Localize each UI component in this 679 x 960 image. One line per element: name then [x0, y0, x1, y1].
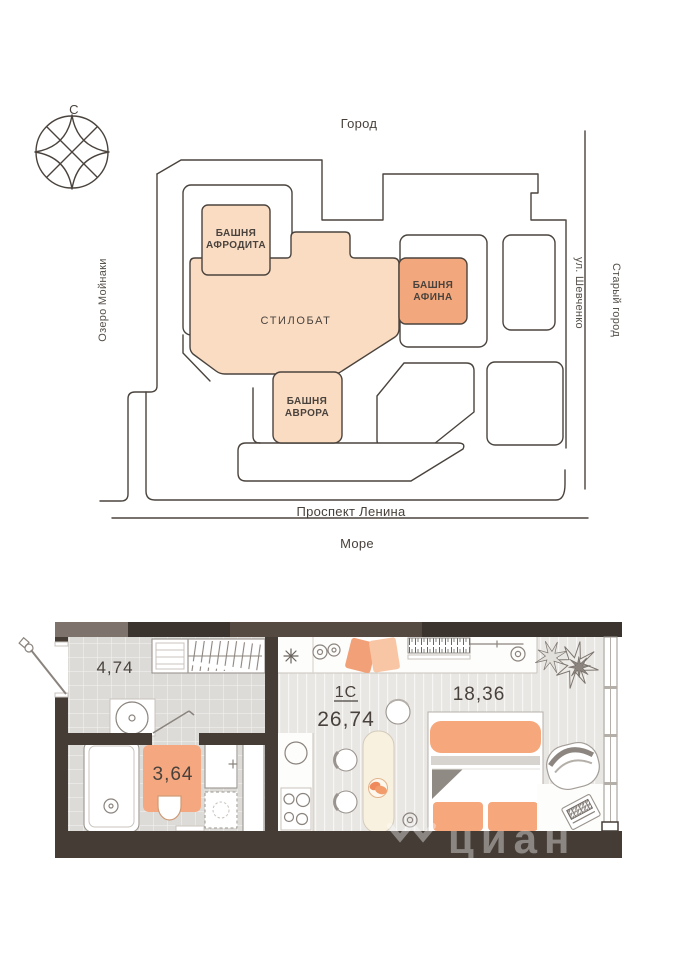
bathroom-door-threshold	[152, 733, 199, 745]
bathroom-vent	[176, 826, 204, 831]
bathroom-door-panel	[205, 741, 237, 788]
bathtub	[84, 741, 139, 832]
watermark-text: циан	[448, 815, 577, 862]
area-label-hallway: 4,74	[96, 658, 134, 677]
map-label-sea: Море	[340, 536, 374, 551]
hall-wardrobe	[152, 639, 265, 673]
tower-aurora-label-line2: АВРОРА	[284, 408, 330, 419]
tower-athena-label	[413, 280, 454, 303]
closet-hatched	[408, 638, 470, 659]
wall-bathroom-1	[68, 733, 152, 745]
wall-inner	[265, 637, 278, 833]
wall-top	[55, 622, 128, 637]
bathroom-cabinet	[243, 740, 264, 832]
desk-chair	[386, 700, 410, 724]
bed-pillow	[430, 721, 541, 753]
tower-aurora-label-line1: БАШНЯ	[286, 396, 328, 407]
bar-table	[363, 731, 394, 833]
window	[602, 637, 618, 831]
washing-machine	[110, 699, 155, 736]
shower-tray	[205, 792, 237, 828]
map-label-lake: Озеро Мойнаки	[97, 258, 109, 342]
tower-aurora-label	[285, 396, 329, 419]
bar-chair-2	[335, 791, 357, 813]
wall-left	[55, 694, 68, 833]
kitchen-counter	[278, 637, 537, 674]
map-label-city: Город	[340, 116, 378, 131]
area-label-bathroom: 3,64	[152, 764, 194, 785]
stylobate-label: СТИЛОБАТ	[260, 315, 332, 327]
unit-type-label: 1С	[334, 684, 358, 701]
map-label-old-town: Старый город	[610, 262, 622, 338]
stove-icon	[281, 788, 311, 830]
tower-aphrodite-label-line1: БАШНЯ	[215, 228, 257, 239]
wall-bathroom-2	[199, 733, 265, 745]
tower-aphrodite-label-line2: АФРОДИТА	[206, 240, 266, 251]
floor-plan	[19, 622, 622, 862]
compass-north-icon	[35, 102, 109, 189]
site-map	[35, 102, 622, 551]
total-area-label: 26,74	[317, 708, 375, 731]
tower-athena-label-line2: АФИНА	[413, 292, 453, 303]
compass-north-label: С	[69, 102, 79, 117]
bar-chair-1	[335, 749, 357, 771]
map-label-lenin-avenue: Проспект Ленина	[296, 504, 406, 519]
tower-athena-label-line1: БАШНЯ	[412, 280, 454, 291]
kitchen-column	[278, 733, 313, 832]
fridge-icon	[284, 649, 298, 663]
map-label-shevchenko-street: ул. Шевченко	[573, 257, 585, 329]
entry-door	[19, 638, 68, 697]
toilet-icon	[158, 796, 181, 820]
area-label-living: 18,36	[452, 684, 506, 705]
tower-athena-shape	[399, 258, 467, 324]
